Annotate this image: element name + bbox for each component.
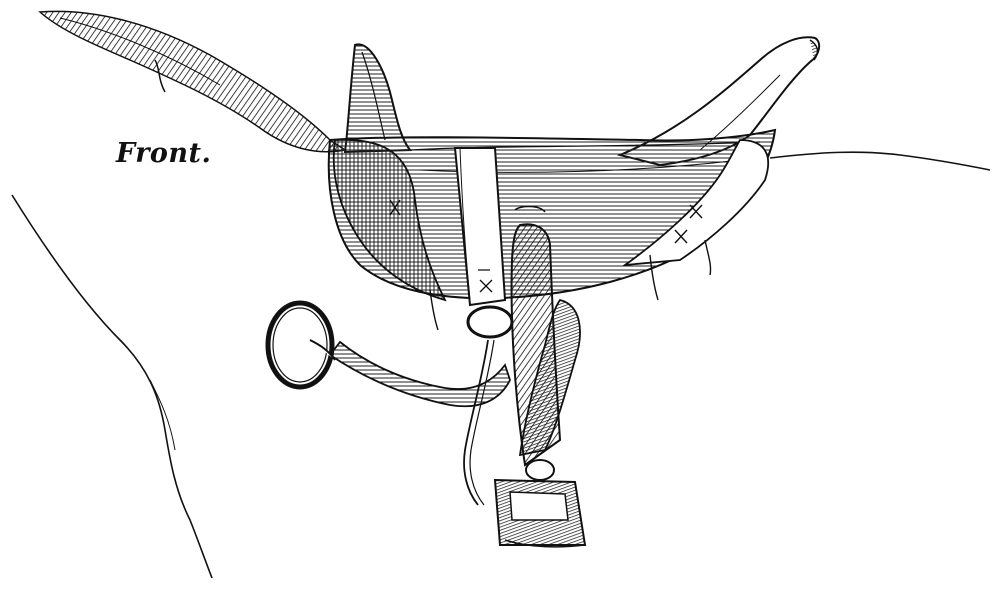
figure-caption: Front. <box>116 138 212 169</box>
stirrup-cord <box>464 340 494 505</box>
stirrup <box>495 460 585 547</box>
breast-strap <box>268 303 510 406</box>
girth-ring <box>468 307 512 337</box>
horse-mane <box>40 11 345 151</box>
saddle-pommel <box>345 44 410 152</box>
